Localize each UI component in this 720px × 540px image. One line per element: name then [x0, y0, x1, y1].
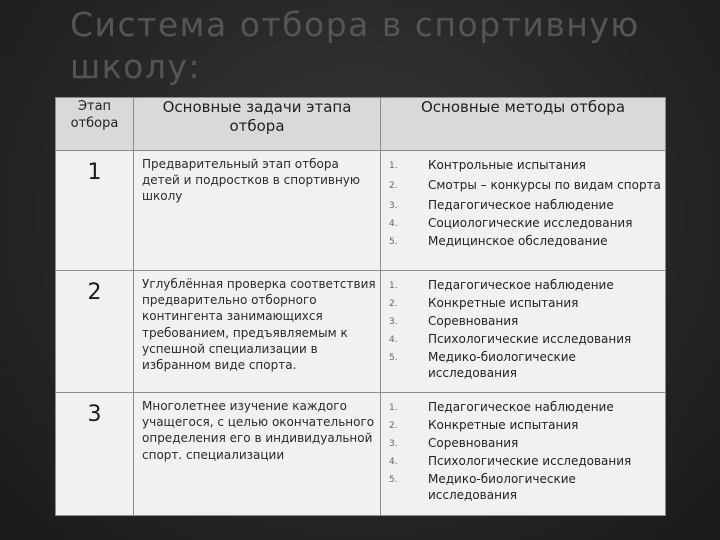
method-item: 5. Медико-биологические исследования: [389, 472, 576, 502]
stage-number: 2: [56, 271, 134, 393]
method-item: 2. Конкретные испытания: [389, 296, 579, 310]
table-row: [56, 393, 666, 516]
table-row: [56, 271, 666, 393]
method-item: 1. Педагогическое наблюдение: [389, 278, 614, 292]
table-header-row: [56, 98, 666, 151]
method-item: 3. Соревнования: [389, 436, 519, 450]
method-item: 3. Соревнования: [389, 314, 519, 328]
stage-task: Углублённая проверка соответствия предварительно отборного контингента занимающихся требованием, предъявляемым к успешной специализации в избранном виде спорта.: [134, 271, 381, 393]
method-item: 4. Социологические исследования: [389, 216, 633, 230]
method-item: 5. Медицинское обследование: [389, 234, 608, 248]
header-methods: Основные методы отбора: [381, 98, 666, 151]
methods-list: [389, 277, 661, 381]
method-item: 2. Смотры – конкурсы по видам спорта: [389, 178, 661, 192]
stage-number: 1: [56, 151, 134, 271]
selection-table: [55, 97, 666, 516]
table-row: [56, 151, 666, 271]
method-item: 3. Педагогическое наблюдение: [389, 198, 614, 212]
method-item: 2. Конкретные испытания: [389, 418, 579, 432]
method-item: 1. Педагогическое наблюдение: [389, 400, 614, 414]
header-stage: Этап отбора: [56, 98, 134, 151]
methods-cell: [381, 151, 666, 271]
methods-cell: [381, 393, 666, 516]
header-tasks: Основные задачи этапа отбора: [134, 98, 381, 151]
method-item: 4. Психологические исследования: [389, 454, 632, 468]
slide-title: Система отбора в спортивную школу:: [70, 5, 640, 86]
methods-list: [389, 399, 661, 503]
method-item: 1. Контрольные испытания: [389, 158, 586, 172]
methods-list: [389, 157, 661, 249]
methods-cell: [381, 271, 666, 393]
stage-number: 3: [56, 393, 134, 516]
method-item: 4. Психологические исследования: [389, 332, 632, 346]
method-item: 5. Медико-биологические исследования: [389, 350, 576, 380]
stage-task: Предварительный этап отбора детей и подростков в спортивную школу: [134, 151, 381, 271]
stage-task: Многолетнее изучение каждого учащегося, с целью окончательного определения его в индивидуальной спорт. специализации: [134, 393, 381, 516]
